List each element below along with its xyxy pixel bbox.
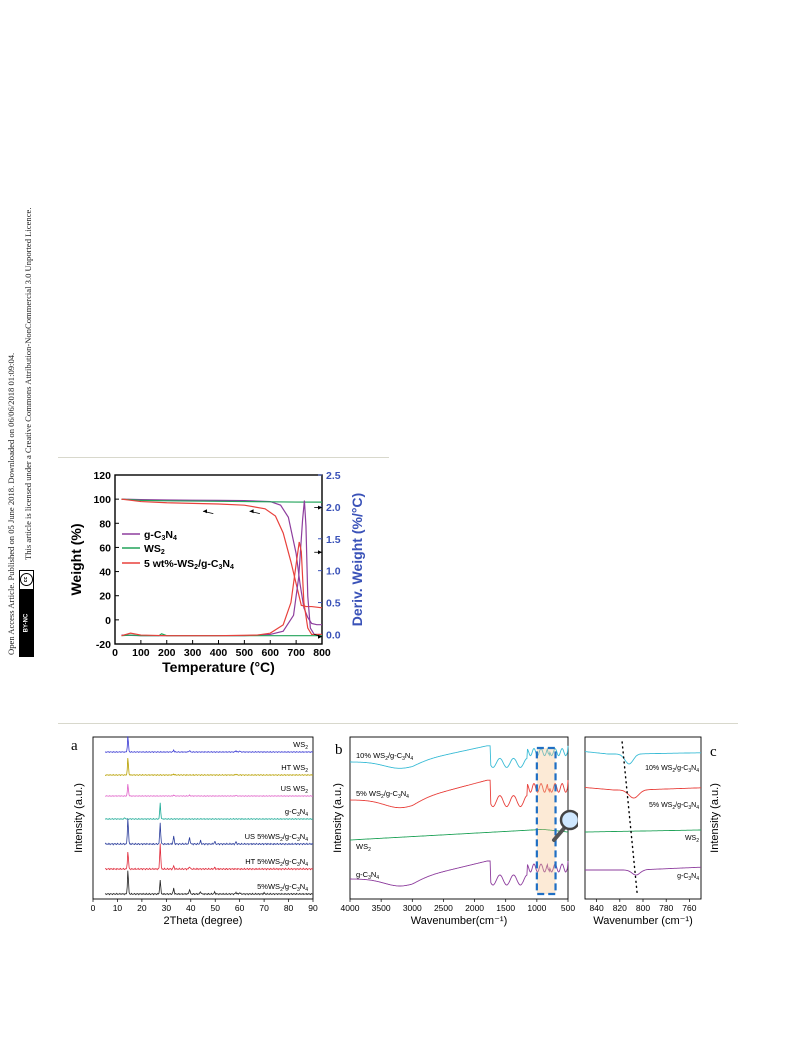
- x-tick-label: 0: [112, 647, 118, 659]
- xrd-label-6: $5\%WS_2/g-C_3N_4$: [257, 882, 308, 893]
- y-tick-label: 100: [93, 494, 111, 507]
- x-axis-title: Temperature (°C): [162, 659, 275, 675]
- y-tick-label: 120: [93, 470, 111, 482]
- y-tick-label: 40: [99, 566, 111, 579]
- weight-arrow-1-head: [203, 509, 207, 513]
- x-axis-title: Wavenumber(cm⁻¹): [410, 915, 508, 927]
- y-axis-title: Intensity (a.u.): [73, 783, 85, 853]
- zoom-trace-0: [585, 752, 701, 764]
- weight-arrow-2-head: [250, 509, 254, 513]
- ftir-label-2: $WS_2$: [356, 842, 371, 853]
- x-tick-label: 20: [137, 903, 147, 913]
- bottom-divider: [58, 723, 738, 724]
- magnifier-icon: [554, 811, 578, 840]
- x-tick-label: 80: [283, 903, 294, 913]
- y2-tick-label: 0.5: [326, 597, 341, 610]
- y2-tick-label: 1.0: [326, 565, 341, 578]
- ftir-trace-2: [350, 829, 568, 840]
- panel-label-c: c: [710, 744, 717, 760]
- license-line-1: Open Access Article. Published on 05 June 2018. Downloaded on 06/06/2018 01:09:04.: [6, 352, 16, 655]
- y-axis-title: Intensity (a.u.): [332, 783, 344, 853]
- panel-label-b: b: [335, 742, 343, 758]
- plot-frame: [93, 737, 313, 899]
- x-tick-label: 2000: [465, 903, 485, 913]
- x-tick-label: 400: [209, 647, 228, 659]
- tga-chart: [60, 462, 380, 687]
- xrd-label-5: HT $5\%WS_2/g-C_3N_4$: [245, 857, 308, 868]
- y2-tick-label: 0.0: [326, 629, 341, 642]
- x-tick-label: 300: [183, 647, 202, 659]
- y-axis-title: Weight (%): [68, 523, 84, 596]
- zoom-label-0: 10% $WS_2/g-C_3N_4$: [645, 765, 699, 774]
- zoom-label-2: $WS_2$: [684, 835, 699, 844]
- x-tick-label: 30: [161, 903, 172, 913]
- x-tick-label: 800: [313, 647, 331, 659]
- x-tick-label: 10: [112, 903, 123, 913]
- xrd-label-3: $g-C_3N_4$: [284, 807, 308, 818]
- x-tick-label: 2500: [433, 903, 453, 913]
- zoom-label-1: 5% $WS_2/g-C_3N_4$: [649, 802, 699, 811]
- xrd-trace-0: [105, 736, 313, 752]
- x-tick-label: 3000: [402, 903, 422, 913]
- ftir-chart: [328, 732, 578, 937]
- xrd-chart: [68, 732, 323, 937]
- ftir-label-0: 10% $WS_2/g-C_3N_4$: [356, 751, 414, 762]
- zoom-trace-1: [585, 788, 701, 799]
- y-axis-title: Intensity (a.u.): [709, 783, 721, 853]
- x-tick-label: 820: [612, 903, 627, 913]
- x-tick-label: 4000: [340, 903, 360, 913]
- x-tick-label: 200: [157, 647, 176, 659]
- x-axis-title: Wavenumber (cm⁻¹): [593, 915, 693, 927]
- license-line-2: This article is licensed under a Creative Commons Attribution-NonCommercial 3.0 Unported Licence.: [23, 207, 33, 560]
- y-tick-label: 80: [99, 518, 111, 531]
- y2-tick-label: 2.5: [326, 470, 341, 482]
- top-divider: [58, 457, 389, 458]
- cc-license-badge[interactable]: [19, 570, 34, 657]
- panel-label-a: a: [71, 738, 78, 754]
- x-tick-label: 700: [287, 647, 305, 659]
- xrd-label-2: US $WS_2$: [280, 784, 308, 795]
- x-tick-label: 1500: [496, 903, 516, 913]
- y2-tick-label: 2.0: [326, 501, 341, 514]
- x-tick-label: 0: [90, 903, 96, 913]
- x-tick-label: 780: [659, 903, 674, 913]
- x-tick-label: 3500: [371, 903, 391, 913]
- x-tick-label: 1000: [527, 903, 547, 913]
- x-tick-label: 100: [132, 647, 150, 659]
- ftir-label-3: $g-C_3N_4$: [356, 870, 380, 881]
- series-line-5: [121, 542, 322, 636]
- x-tick-label: 500: [235, 647, 254, 659]
- cc-by-nc-label: BY-NC: [23, 613, 30, 632]
- legend-label-1: WS2: [144, 543, 165, 556]
- plot-frame: [350, 737, 568, 899]
- xrd-label-1: HT $WS_2$: [281, 763, 308, 774]
- x-tick-label: 40: [186, 903, 196, 913]
- ftir-label-1: 5% $WS_2/g-C_3N_4$: [356, 789, 409, 800]
- magnifier-lens: [561, 811, 578, 829]
- y2-tick-label: 1.5: [326, 533, 341, 546]
- y-tick-label: 20: [99, 590, 111, 603]
- x-tick-label: 50: [210, 903, 220, 913]
- x-tick-label: 840: [589, 903, 604, 913]
- x-tick-label: 70: [259, 903, 269, 913]
- highlight-box: [537, 748, 556, 894]
- y-tick-label: -20: [95, 639, 111, 651]
- ftir-zoom-chart: [578, 732, 738, 937]
- zoom-label-3: $g-C_3N_4$: [677, 873, 699, 882]
- x-axis-title: 2Theta (degree): [163, 915, 243, 927]
- ftir-trace-3: [350, 861, 568, 886]
- x-tick-label: 760: [682, 903, 697, 913]
- xrd-trace-3: [105, 803, 313, 820]
- y-tick-label: 0: [105, 614, 111, 627]
- y2-axis-title: Deriv. Weight (%/°C): [349, 492, 365, 627]
- x-tick-label: 800: [635, 903, 651, 913]
- legend-label-0: g-C3N4: [144, 529, 177, 542]
- zoom-trace-2: [585, 830, 701, 832]
- y-tick-label: 60: [99, 542, 111, 555]
- x-tick-label: 600: [261, 647, 280, 659]
- x-tick-label: 60: [234, 903, 245, 913]
- cc-logo-icon: cc: [20, 573, 33, 586]
- x-tick-label: 90: [308, 903, 318, 913]
- xrd-label-4: US $5\%WS_2/g-C_3N_4$: [244, 832, 308, 843]
- xrd-label-0: $WS_2$: [293, 740, 308, 751]
- x-tick-label: 500: [560, 903, 576, 913]
- legend-label-2: 5 wt%-WS2/g-C3N4: [144, 558, 234, 571]
